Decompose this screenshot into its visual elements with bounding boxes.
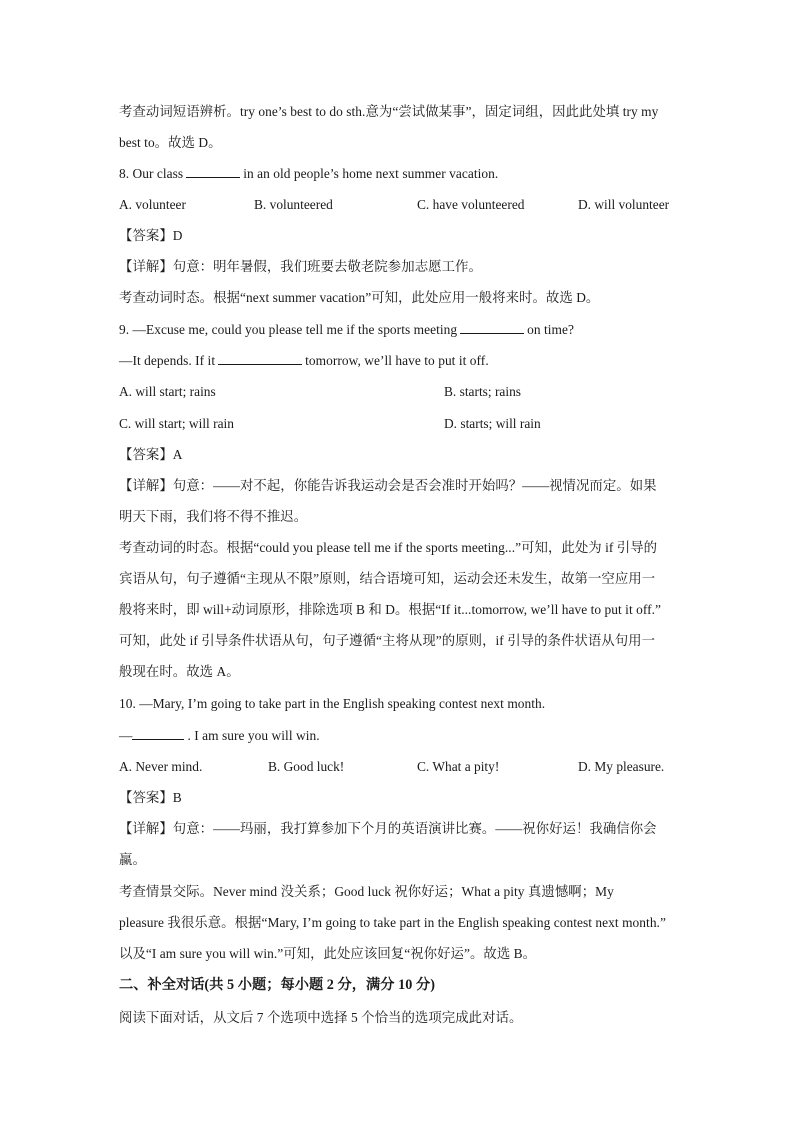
q9-explain-2: 宾语从句，句子遵循“主现从不限”原则，结合语境可知，运动会还未发生，故第一空应用一: [119, 571, 656, 586]
q8-stem-before: 8. Our class: [119, 166, 184, 181]
q8-stem-after: in an old people’s home next summer vacation.: [243, 166, 499, 181]
q8-explain: 考查动词时态。根据“next summer vacation”可知，此处应用一般将来时。故选 D。: [119, 290, 600, 305]
q7-explain-line-2: best to。故选 D。: [119, 135, 222, 150]
q10-stem-2: [119, 727, 320, 745]
q9-option-a: A. will start; rains: [119, 384, 216, 399]
q10-option-c: C. What a pity!: [417, 759, 500, 774]
q9-blank-2: [218, 352, 302, 365]
q9-stem-1: [119, 321, 574, 339]
q9-stem-1-before: 9. —Excuse me, could you please tell me if the sports meeting: [119, 322, 458, 337]
q9-option-c: C. will start; will rain: [119, 416, 234, 431]
q10-explain-3: 以及“I am sure you will win.”可知，此处应该回复“祝你好运”。故选 B。: [119, 946, 537, 961]
q9-detail-2: 明天下雨，我们将不得不推迟。: [119, 509, 308, 524]
q10-explain-1: 考查情景交际。Never mind 没关系；Good luck 祝你好运；What a pity 真遗憾啊；My: [119, 884, 614, 899]
q9-blank-1: [460, 321, 524, 334]
q10-stem-1: 10. —Mary, I’m going to take part in the English speaking contest next month.: [119, 696, 546, 711]
q8-answer: 【答案】D: [119, 228, 183, 243]
q10-option-a: A. Never mind.: [119, 759, 203, 774]
q10-stem-2-before: —: [119, 728, 133, 743]
q9-stem-1-after: on time?: [527, 322, 574, 337]
q9-detail-1: 【详解】句意：——对不起，你能告诉我运动会是否会准时开始吗？——视情况而定。如果: [119, 478, 657, 493]
q9-explain-5: 般现在时。故选 A。: [119, 664, 240, 679]
q10-blank: [132, 727, 184, 740]
q9-answer: 【答案】A: [119, 447, 183, 462]
q8-option-a: A. volunteer: [119, 197, 186, 212]
q8-detail: 【详解】句意：明年暑假，我们班要去敬老院参加志愿工作。: [119, 259, 482, 274]
q9-stem-2-before: —It depends. If it: [119, 353, 216, 368]
q9-option-d: D. starts; will rain: [444, 416, 541, 431]
q10-detail-2: 赢。: [119, 852, 146, 867]
q10-detail-1: 【详解】句意：——玛丽，我打算参加下个月的英语演讲比赛。——祝你好运！我确信你会: [119, 821, 657, 836]
q8-blank: [186, 165, 240, 178]
section-2-instruction: 阅读下面对话，从文后 7 个选项中选择 5 个恰当的选项完成此对话。: [119, 1010, 523, 1025]
q10-option-d: D. My pleasure.: [578, 759, 665, 774]
q10-option-b: B. Good luck!: [268, 759, 345, 774]
q8-option-d: D. will volunteer: [578, 197, 670, 212]
q9-option-b: B. starts; rains: [444, 384, 521, 399]
q10-explain-2: pleasure 我很乐意。根据“Mary, I’m going to take part in the English speaking contest next month.”: [119, 915, 666, 930]
q9-explain-4: 可知，此处 if 引导条件状语从句，句子遵循“主将从现”的原则，if 引导的条件状语从句用一: [119, 633, 656, 648]
q9-stem-2-after: tomorrow, we’ll have to put it off.: [305, 353, 489, 368]
q9-explain-1: 考查动词的时态。根据“could you please tell me if the sports meeting...”可知，此处为 if 引导的: [119, 540, 658, 555]
q8-option-b: B. volunteered: [254, 197, 333, 212]
q8-stem: [119, 165, 498, 183]
q9-explain-3: 般将来时，即 will+动词原形，排除选项 B 和 D。根据“If it...tomorrow, we’ll have to put it off.”: [119, 602, 662, 617]
q7-explain-line-1: 考查动词短语辨析。try one’s best to do sth.意为“尝试做某事”，固定词组，因此此处填 try my: [119, 104, 659, 119]
q9-stem-2: [119, 352, 489, 370]
q10-stem-2-after: . I am sure you will win.: [187, 728, 320, 743]
section-2-title: 二、补全对话(共 5 小题；每小题 2 分，满分 10 分): [119, 977, 435, 993]
q10-answer: 【答案】B: [119, 790, 182, 805]
q8-option-c: C. have volunteered: [417, 197, 525, 212]
